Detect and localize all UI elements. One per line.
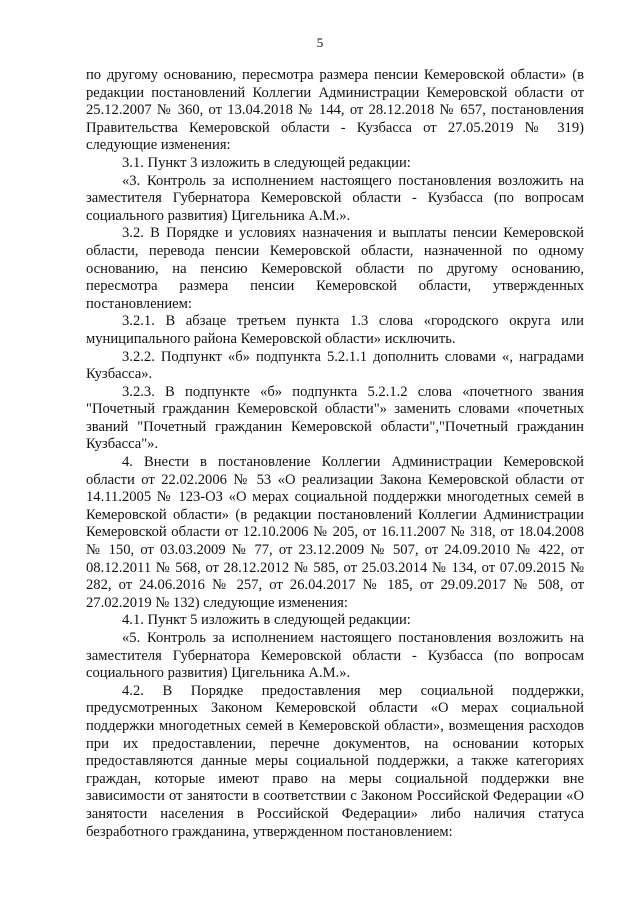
- page-number: 5: [316, 35, 324, 50]
- paragraph-3-2-1: 3.2.1. В абзаце третьем пункта 1.3 слова «городского округа или муниципального района Кемеровской области» исключить.: [86, 313, 584, 347]
- paragraph-3-1: 3.1. Пункт 3 изложить в следующей редакции:: [122, 154, 411, 171]
- document-body: [86, 67, 584, 841]
- paragraph-quote-5: «5. Контроль за исполнением настоящего постановления возложить на заместителя Губернатора Кемеровской области - Кузбасса (по вопросам социального развития) Цигельника А.М.».: [86, 630, 584, 682]
- paragraph-continuation: по другому основанию, пересмотра размера пенсии Кемеровской области» (в редакции постановлений Коллегии Администрации Кемеровской области от 25.12.2007 № 360, от 13.04.2018 № 144, от 28.12.2018 № 657, постановления Правительства Кемеровской области - Кузбасса от 27.05.2019 № 319) следующие изменения:: [86, 67, 584, 154]
- paragraph-4: 4. Внести в постановление Коллегии Администрации Кемеровской области от 22.02.2006 № 53 «О реализации Закона Кемеровской области от 14.11.2005 № 123-ОЗ «О мерах социальной поддержки многодетных семей в Кемеровской области» (в редакции постановлений Коллегии Администрации Кемеровской области от 12.10.2006 № 205, от 16.11.2007 № 318, от 18.04.2008 № 150, от 03.03.2009 № 77, от 23.12.2009 № 507, от 24.09.2010 № 422, от 08.12.2011 № 568, от 28.12.2012 № 585, от 25.03.2014 № 134, от 07.09.2015 № 282, от 24.06.2016 № 257, от 26.04.2017 № 185, от 29.09.2017 № 508, от 27.02.2019 № 132) следующие изменения:: [86, 454, 584, 611]
- paragraph-4-2: 4.2. В Порядке предоставления мер социальной поддержки, предусмотренных Законом Кемеровской области «О мерах социальной поддержки многодетных семей в Кемеровской области», возмещения расходов при их предоставлении, перечне документов, на основании которых предоставляются данные меры социальной поддержки, а также категориях граждан, которые имеют право на меры социальной поддержки вне зависимости от занятости в соответствии с Законом Российской Федерации «О занятости населения в Российской Федерации» либо наличия статуса безработного гражданина, утвержденном постановлением:: [86, 682, 584, 840]
- paragraph-3-2: 3.2. В Порядке и условиях назначения и выплаты пенсии Кемеровской области, перевода пенсии Кемеровской области, назначенной по одному основанию, на пенсию Кемеровской области по другому основанию, пересмотра размера пенсии Кемеровской области, утвержденных постановлением:: [86, 225, 584, 312]
- paragraph-quote-3: «3. Контроль за исполнением настоящего постановления возложить на заместителя Губернатора Кемеровской области - Кузбасса (по вопросам социального развития) Цигельника А.М.».: [86, 172, 584, 224]
- paragraph-3-2-3: 3.2.3. В подпункте «б» подпункта 5.2.1.2 слова «почетного звания "Почетный гражданин Кемеровской области"» заменить словами «почетных званий "Почетный гражданин Кемеровской области","Почетный гражданин Кузбасса"».: [86, 383, 584, 453]
- paragraph-3-2-2: 3.2.2. Подпункт «б» подпункта 5.2.1.1 дополнить словами «, наградами Кузбасса».: [86, 348, 584, 383]
- paragraph-4-1: 4.1. Пункт 5 изложить в следующей редакции:: [122, 612, 411, 629]
